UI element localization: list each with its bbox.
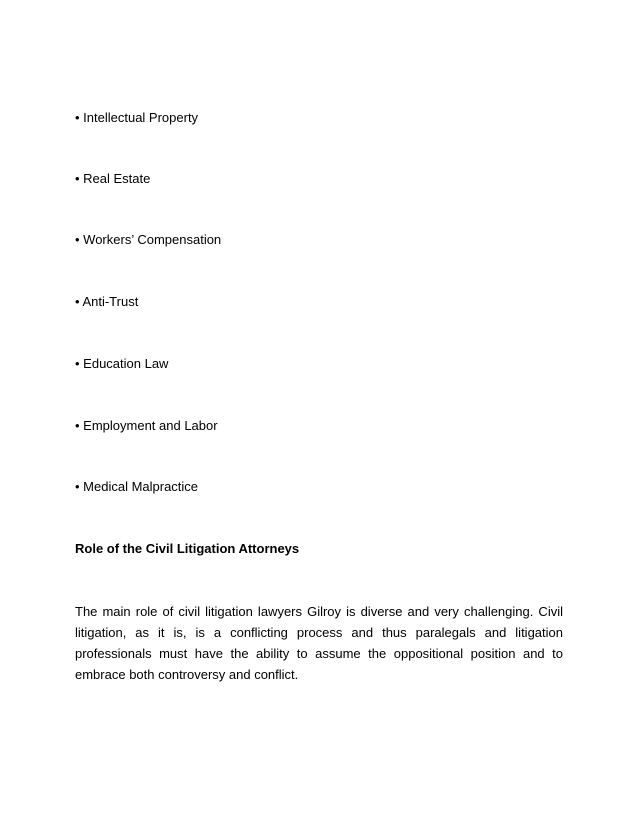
bullet-item-medical-malpractice: • Medical Malpractice [75,479,199,494]
bullet-item-workers-compensation: • Workers’ Compensation [75,232,222,247]
bullet-item-real-estate: • Real Estate [75,171,151,186]
body-paragraph: The main role of civil litigation lawyers Gilroy is diverse and very challenging. Civil litigation, as it is, is a conflicting process and thus paralegals and litigation professionals must have the ability to assume the oppositional position and to embrace both controversy and conflict. [75,604,563,682]
bullet-item-intellectual-property: • Intellectual Property [75,110,199,125]
bullet-item-education-law: • Education Law [75,356,169,371]
bullet-item-anti-trust: • Anti-Trust [75,294,139,309]
bullet-item-employment-and-labor: • Employment and Labor [75,418,218,433]
section-heading: Role of the Civil Litigation Attorneys [75,541,300,556]
